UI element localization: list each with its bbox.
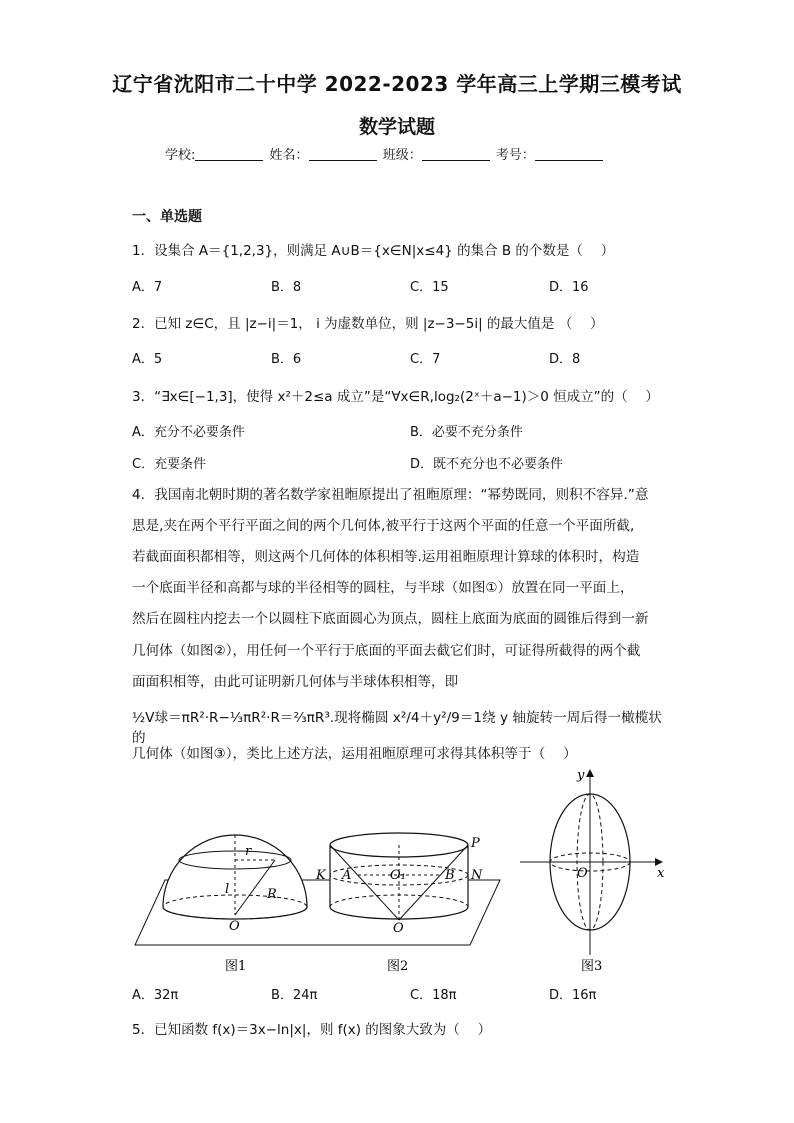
question-5-text: 5．已知函数 f(x)＝3x−ln|x|，则 f(x) 的图象大致为（ ）: [132, 1022, 492, 1038]
figure-2-caption: 图2: [387, 959, 409, 974]
question-1-text: 1．设集合 A＝{1,2,3}，则满足 A∪B＝{x∈N|x≤4} 的集合 B 的个数是（ ）: [132, 243, 615, 259]
q3-option-d[interactable]: D．既不充分也不必要条件: [410, 457, 564, 472]
f2-label-O: O: [393, 921, 404, 936]
q4-figures: [125, 765, 670, 975]
q2-option-b[interactable]: B．6: [271, 352, 302, 367]
exam-title: 辽宁省沈阳市二十中学 2022-2023 学年高三上学期三模考试: [112, 72, 682, 96]
f2-label-P: P: [471, 836, 480, 851]
q3-option-a[interactable]: A．充分不必要条件: [132, 425, 245, 440]
f2-label-A: A: [342, 868, 352, 883]
section-title: 一、单选题: [132, 209, 202, 225]
school-field[interactable]: [195, 148, 263, 161]
f2-label-O1: O₁: [390, 868, 406, 883]
q2-option-c[interactable]: C．7: [410, 352, 441, 367]
q4-option-a[interactable]: A．32π: [132, 988, 179, 1003]
f3-label-x: x: [657, 866, 665, 881]
student-info-row: [165, 144, 605, 163]
f3-label-y: y: [577, 768, 585, 783]
f2-label-N: N: [471, 868, 483, 883]
exam-subtitle: 数学试题: [358, 116, 435, 138]
id-label: 考号：: [495, 148, 535, 163]
q3-option-b[interactable]: B．必要不充分条件: [410, 425, 523, 440]
f1-label-r: r: [245, 844, 252, 859]
name-field[interactable]: [309, 148, 377, 161]
q4-option-c[interactable]: C．18π: [410, 988, 457, 1003]
question-2-text: 2．已知 z∈C，且 |z−i|＝1， i 为虚数单位，则 |z−3−5i| 的最大值是 （ ）: [132, 316, 604, 332]
figure-3-caption: 图3: [581, 959, 603, 974]
figure-2-cylinder: [315, 833, 483, 936]
question-4-line-5: 然后在圆柱内挖去一个以圆柱下底面圆心为顶点，圆柱上底面为底面的圆锥后得到一新: [132, 611, 649, 627]
question-4-line-9: 几何体（如图③），类比上述方法，运用祖暅原理可求得其体积等于（ ）: [132, 746, 577, 762]
figure-1-hemisphere: [163, 835, 307, 934]
q1-option-d[interactable]: D．16: [549, 280, 589, 295]
q1-option-c[interactable]: C．15: [410, 280, 449, 295]
question-4-line-2: 思是,夹在两个平行平面之间的两个几何体,被平行于这两个平面的任意一个平面所截,: [132, 518, 635, 534]
figure-1-caption: 图1: [225, 959, 247, 974]
f1-label-O: O: [229, 919, 240, 934]
q2-option-d[interactable]: D．8: [549, 352, 581, 367]
q1-option-b[interactable]: B．8: [271, 280, 302, 295]
id-field[interactable]: [535, 148, 603, 161]
question-4-line-8: ½V球＝πR²·R−⅓πR²·R＝⅔πR³.现将椭圆 x²/4＋y²/9＝1绕 y 轴旋转一周后得一橄榄状的: [132, 710, 662, 746]
name-label: 姓名：: [269, 148, 309, 163]
f2-label-B: B: [445, 868, 455, 883]
school-label: 学校:: [165, 148, 196, 163]
q4-option-d[interactable]: D．16π: [549, 988, 597, 1003]
q4-option-b[interactable]: B．24π: [271, 988, 318, 1003]
f1-label-R: R: [267, 887, 277, 902]
q1-option-a[interactable]: A．7: [132, 280, 163, 295]
question-4-line-3: 若截面面积都相等，则这两个几何体的体积相等.运用祖暅原理计算球的体积时，构造: [132, 549, 640, 565]
question-4-line-6: 几何体（如图②），用任何一个平行于底面的平面去截它们时，可证得所截得的两个截: [132, 643, 641, 659]
class-label: 班级：: [382, 148, 422, 163]
q2-option-a[interactable]: A．5: [132, 352, 163, 367]
figure-3-ellipsoid: [520, 768, 665, 955]
question-3-text: 3．“∃x∈[−1,3]，使得 x²＋2≤a 成立”是“∀x∈R,log₂(2ˣ＋a−1)＞0 恒成立”的（ ）: [132, 389, 659, 405]
question-4-line-1: 4．我国南北朝时期的著名数学家祖暅原提出了祖暅原理：“幂势既同，则积不容异.”意: [132, 487, 649, 503]
f1-label-l: l: [225, 882, 230, 897]
q3-option-c[interactable]: C．充要条件: [132, 457, 207, 472]
question-4-line-4: 一个底面半径和高都与球的半径相等的圆柱，与半球（如图①）放置在同一平面上，: [132, 580, 634, 596]
class-field[interactable]: [422, 148, 490, 161]
f2-label-K: K: [316, 868, 326, 883]
f3-label-O: O: [577, 866, 588, 881]
question-4-line-7: 面面积相等，由此可证明新几何体与半球体积相等，即: [132, 674, 459, 690]
